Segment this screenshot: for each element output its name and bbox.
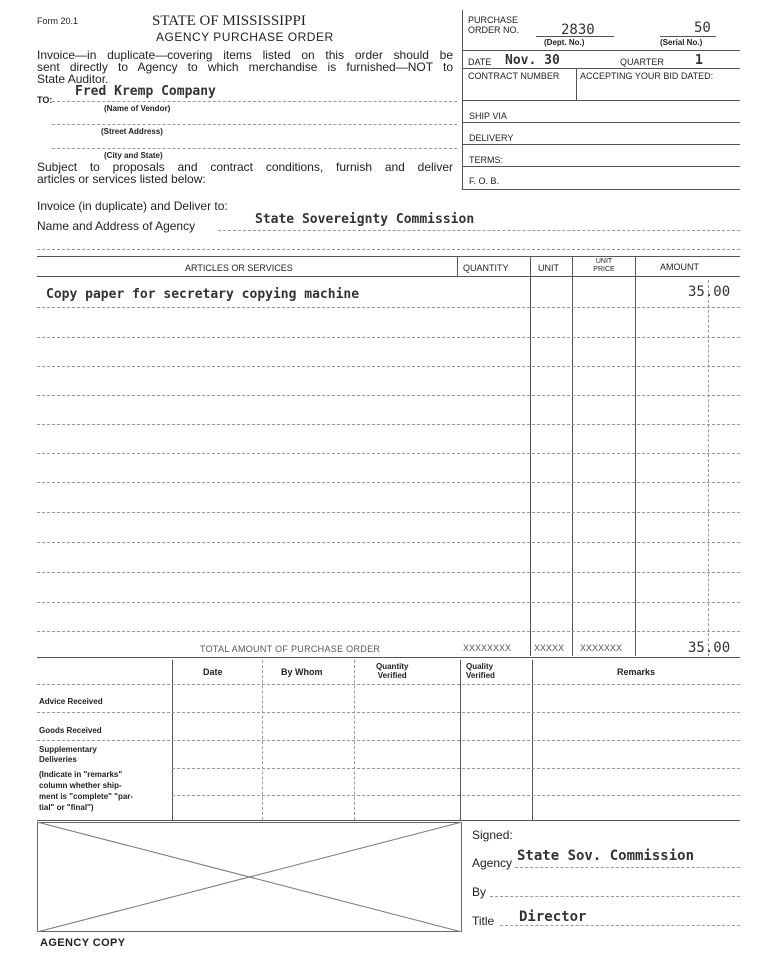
total-mask-3: XXXXXXX — [580, 643, 623, 653]
total-label: TOTAL AMOUNT OF PURCHASE ORDER — [200, 644, 381, 654]
quality-verified-line-1: Quality — [466, 662, 494, 671]
article-row-1: Copy paper for secretary copying machine — [46, 287, 360, 302]
quarter-value: 1 — [695, 53, 703, 68]
ship-via-label: SHIP VIA — [469, 111, 507, 121]
advice-received-label: Advice Received — [39, 697, 103, 706]
total-mask-1: XXXXXXXX — [463, 643, 512, 653]
dept-no-label: (Dept. No.) — [544, 38, 585, 47]
form-number: Form 20.1 — [37, 16, 79, 26]
supplementary-deliveries-label — [39, 745, 97, 765]
title-value: Director — [519, 909, 587, 925]
quarter-label: QUARTER — [620, 57, 664, 67]
street-address-label: (Street Address) — [101, 127, 163, 136]
amount-row-1: 35.00 — [688, 284, 731, 300]
date-label: DATE — [468, 57, 492, 67]
note-line-2: column whether ship- — [39, 781, 122, 790]
quality-verified-line-2: Verified — [466, 671, 495, 680]
instructions-line-1: Invoice—in duplicate—covering items listed on this order should be — [37, 48, 453, 62]
unit-price-header-line-2: PRICE — [593, 266, 615, 273]
quantity-header: QUANTITY — [463, 263, 509, 273]
instructions-line-3: State Auditor. — [37, 72, 109, 86]
signature-agency-label: Agency — [472, 856, 513, 870]
title-label: Title — [472, 914, 495, 928]
to-label: TO: — [37, 95, 53, 105]
po-label — [468, 15, 519, 35]
accepting-bid-label: ACCEPTING YOUR BID DATED: — [580, 71, 714, 81]
receipt-by-whom-header: By Whom — [281, 667, 323, 677]
po-label-line-2: ORDER NO. — [468, 25, 520, 35]
supp-line-2: Deliveries — [39, 755, 77, 764]
serial-number: 50 — [694, 20, 711, 36]
instructions-line-2: sent directly to Agency to which merchandise is furnished—NOT to — [37, 60, 453, 74]
serial-no-label: (Serial No.) — [660, 38, 703, 47]
receipt-date-header: Date — [203, 667, 223, 677]
deliver-label: Invoice (in duplicate) and Deliver to: — [37, 199, 228, 213]
by-label: By — [472, 885, 487, 899]
subject-line-1: Subject to proposals and contract conditions, furnish and deliver — [37, 160, 453, 174]
po-label-line-1: PURCHASE — [468, 15, 519, 25]
contract-number-label: CONTRACT NUMBER — [468, 71, 560, 81]
total-mask-2: XXXXX — [534, 643, 565, 653]
instructions — [37, 49, 453, 85]
articles-header: ARTICLES OR SERVICES — [185, 263, 293, 273]
unit-header: UNIT — [538, 263, 559, 273]
vendor-name: Fred Kremp Company — [75, 84, 216, 99]
quality-verified-header — [466, 662, 495, 680]
form-title: AGENCY PURCHASE ORDER — [156, 30, 334, 44]
agency-address-value: State Sovereignty Commission — [255, 212, 475, 227]
agency-copy-footer: AGENCY COPY — [40, 937, 126, 949]
date-value: Nov. 30 — [505, 53, 560, 68]
qty-verified-line-1: Quantity — [376, 662, 409, 671]
remarks-header: Remarks — [617, 667, 656, 677]
goods-received-label: Goods Received — [39, 726, 102, 735]
vendor-name-label: (Name of Vendor) — [104, 104, 171, 113]
note-line-4: tial" or "final") — [39, 803, 94, 812]
unit-price-header — [591, 258, 617, 274]
delivery-label: DELIVERY — [469, 133, 514, 143]
total-amount: 35.00 — [688, 640, 731, 656]
amount-header: AMOUNT — [660, 262, 699, 272]
city-state-label: (City and State) — [104, 151, 163, 160]
remarks-note — [39, 769, 167, 813]
unit-price-header-line-1: UNIT — [595, 258, 613, 265]
note-line-3: ment is "complete" "par- — [39, 792, 134, 801]
note-line-1: (Indicate in "remarks" — [39, 770, 123, 779]
qty-verified-header — [376, 662, 408, 680]
agency-address-label: Name and Address of Agency — [37, 219, 196, 233]
state-title: STATE OF MISSISSIPPI — [152, 13, 306, 29]
subject-line-2: articles or services listed below: — [37, 172, 206, 186]
subject-text — [37, 161, 453, 185]
signed-label: Signed: — [472, 828, 513, 842]
dept-number: 2830 — [561, 22, 595, 38]
void-box — [37, 822, 462, 932]
supp-line-1: Supplementary — [39, 745, 97, 754]
fob-label: F. O. B. — [469, 176, 500, 186]
qty-verified-line-2: Verified — [377, 671, 407, 680]
signature-agency-value: State Sov. Commission — [517, 848, 695, 864]
terms-label: TERMS: — [469, 155, 504, 165]
